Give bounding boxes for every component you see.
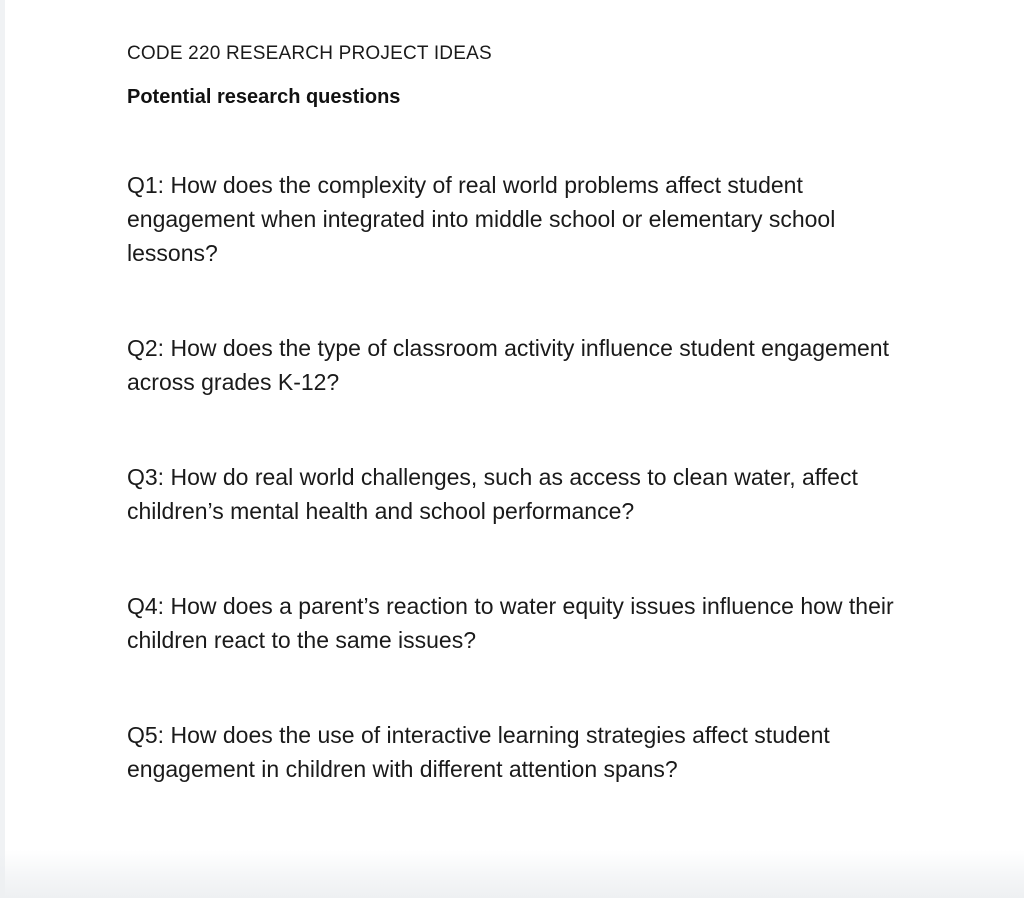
question-paragraph-q3 <box>127 460 924 528</box>
question-line: children’s mental health and school performance? <box>127 498 635 524</box>
page-bottom-fade <box>0 850 1024 898</box>
question-line: Q2: How does the type of classroom activity influence student engagement <box>127 335 889 361</box>
questions-section <box>127 168 924 786</box>
question-line: lessons? <box>127 240 218 266</box>
question-paragraph-q5 <box>127 718 924 786</box>
question-line: engagement in children with different attention spans? <box>127 756 678 782</box>
question-line: Q1: How does the complexity of real world problems affect student <box>127 172 803 198</box>
question-line: Q3: How do real world challenges, such as access to clean water, affect <box>127 464 858 490</box>
question-line: across grades K-12? <box>127 369 340 395</box>
question-line: Q5: How does the use of interactive learning strategies affect student <box>127 722 830 748</box>
question-line: Q4: How does a parent’s reaction to water equity issues influence how their <box>127 593 894 619</box>
question-line: children react to the same issues? <box>127 627 477 653</box>
question-paragraph-q4 <box>127 589 924 657</box>
document-title: CODE 220 RESEARCH PROJECT IDEAS <box>127 43 492 64</box>
question-paragraph-q2 <box>127 331 924 399</box>
question-paragraph-q1 <box>127 168 924 270</box>
question-line: engagement when integrated into middle school or elementary school <box>127 206 836 232</box>
page-edge <box>0 0 5 898</box>
document-subtitle: Potential research questions <box>127 86 401 108</box>
